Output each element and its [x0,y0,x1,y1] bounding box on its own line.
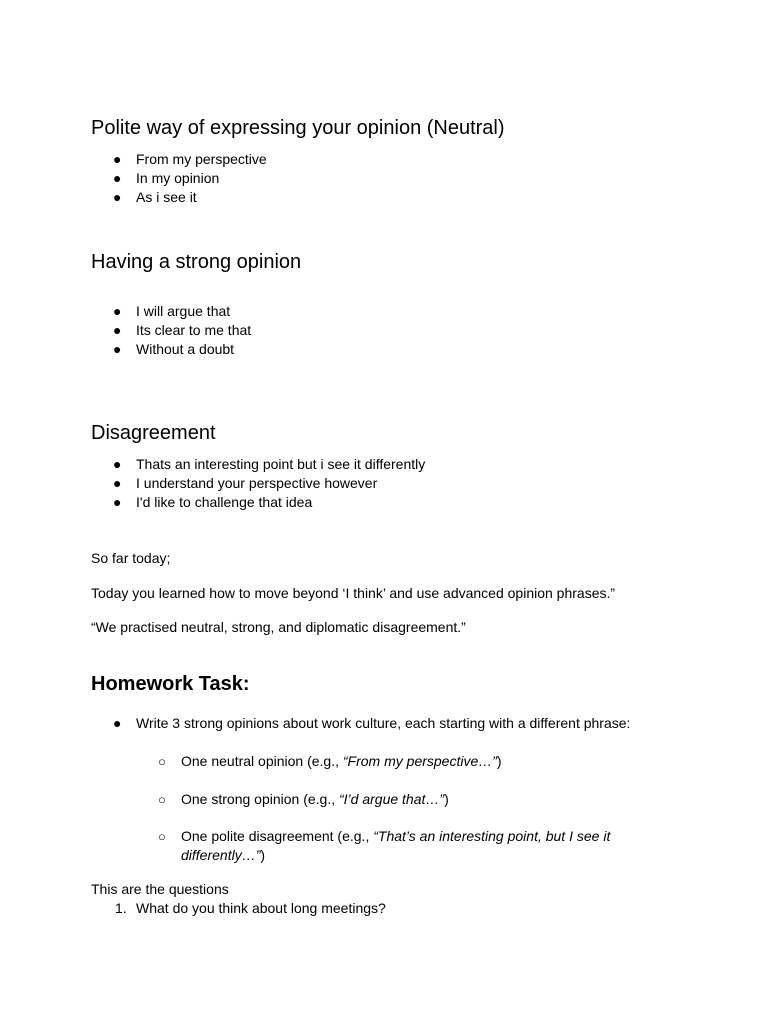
section-heading-neutral: Polite way of expressing your opinion (Neutral) [91,117,505,139]
list-item: ● In my opinion [113,170,220,186]
summary-line-1: Today you learned how to move beyond ‘I think’ and use advanced opinion phrases.” [91,585,616,601]
questions-intro: This are the questions [91,881,229,897]
summary-line-2: “We practised neutral, strong, and diplomatic disagreement.” [91,619,466,635]
list-item: ● I understand your perspective however [113,475,378,491]
bullet-icon: ● [113,151,122,167]
section-heading-strong: Having a strong opinion [91,251,302,273]
list-item: ● I will argue that [113,303,231,319]
bullet-icon: ● [113,494,122,510]
list-item: ● Write 3 strong opinions about work culture, each starting with a different phrase: [113,715,631,731]
bullet-icon: ● [113,475,122,491]
list-item: ● Without a doubt [113,341,235,357]
homework-subtask-1 [0,752,621,771]
list-item: ○ One polite disagreement (e.g., “That’s an interesting point, but I see it differently…”) [158,828,611,863]
list-item: ● As i see it [113,189,197,205]
bullet-icon: ● [113,170,122,186]
bullet-icon: ● [113,715,122,731]
bullet-icon: ● [113,341,122,357]
list-item: ○ One neutral opinion (e.g., “From my perspective…”) [158,753,502,769]
disagreement-phrases-list [0,455,425,512]
homework-task-list [0,714,630,733]
list-item: ● I'd like to challenge that idea [113,494,313,510]
question-number: 1. [115,900,127,916]
bullet-icon: ● [113,189,122,205]
question-text: What do you think about long meetings? [136,900,386,916]
bullet-icon: ● [113,322,122,338]
section-heading-disagreement: Disagreement [91,422,216,444]
list-item: ● Thats an interesting point but i see it differently [113,456,426,472]
neutral-phrases-list [0,150,267,207]
circle-bullet-icon: ○ [158,792,166,807]
homework-subtask-3 [0,827,621,865]
list-item: ● Its clear to me that [113,322,252,338]
list-item: ○ One strong opinion (e.g., “I’d argue that…”) [158,791,449,807]
summary-intro: So far today; [91,550,171,566]
bullet-icon: ● [113,303,122,319]
strong-phrases-list [0,302,251,359]
list-item: ● From my perspective [113,151,267,167]
circle-bullet-icon: ○ [158,754,166,769]
circle-bullet-icon: ○ [158,829,166,844]
bullet-icon: ● [113,456,122,472]
homework-subtask-2 [0,790,621,809]
homework-heading: Homework Task: [91,673,250,695]
